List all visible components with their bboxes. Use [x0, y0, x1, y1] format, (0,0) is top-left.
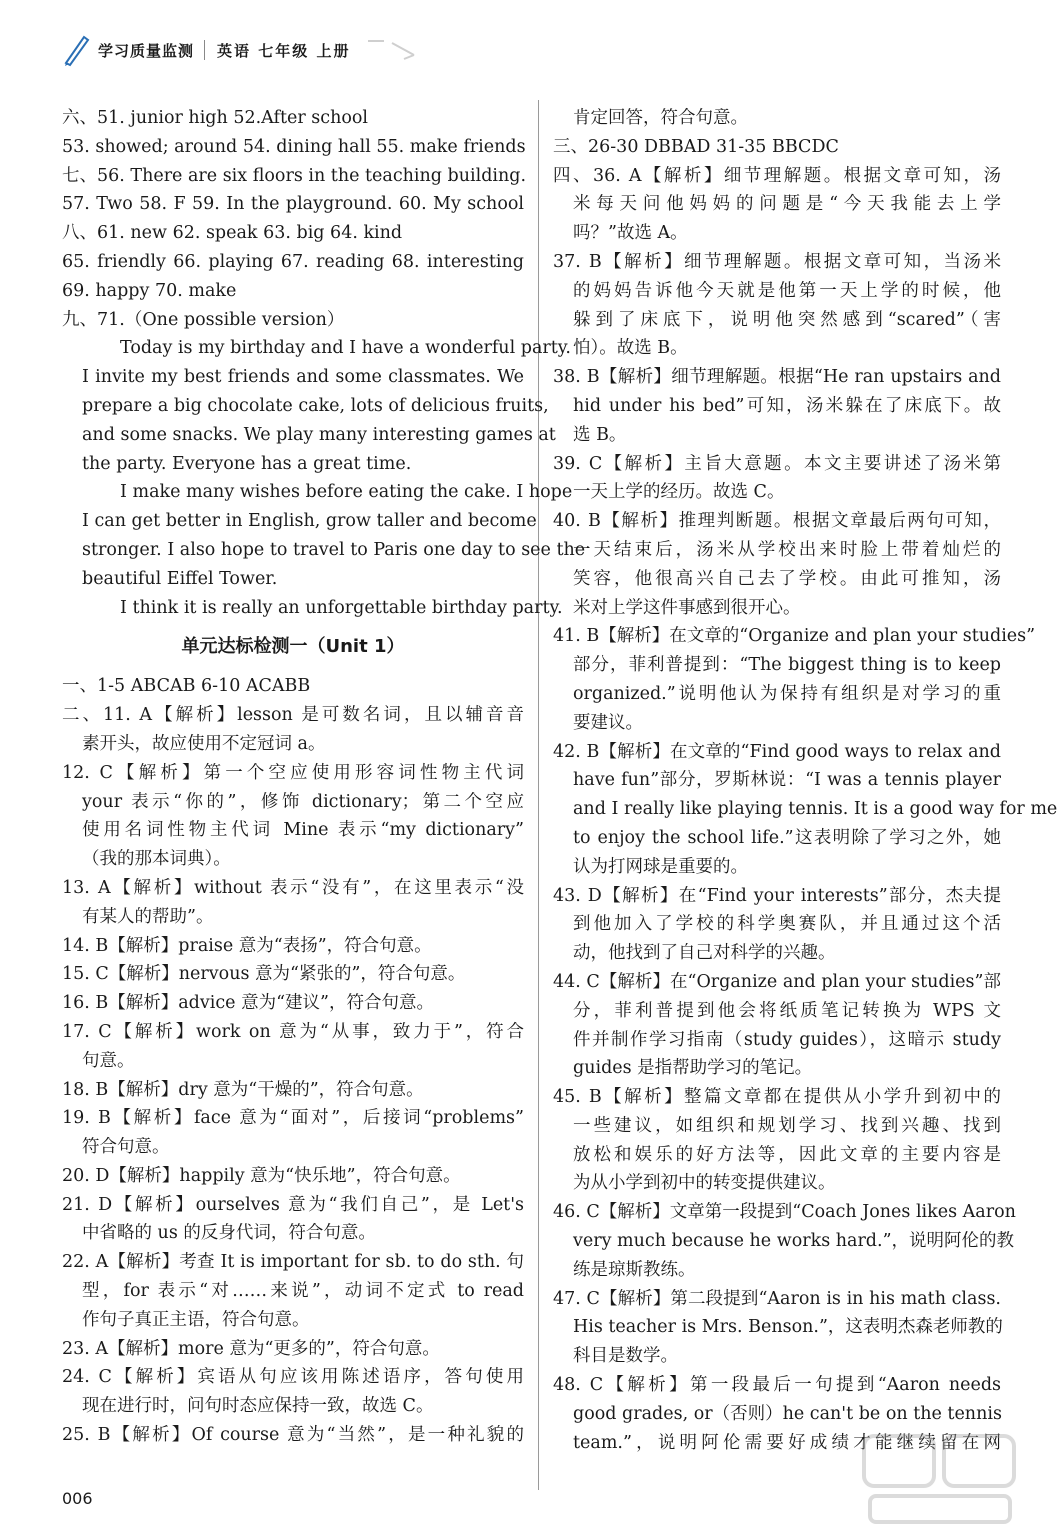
text-line: I invite my best friends and some classmates. We: [82, 367, 524, 388]
text-line: 一天上学的经历。故选 C。: [573, 482, 785, 503]
text-line: 躲到了床底下，说明他突然感到“scared”（害: [573, 309, 1001, 330]
text-line: 使用名词性物主代词 Mine 表示“my dictionary”: [82, 820, 524, 841]
text-line: 米每天问他妈妈的问题是“今天我能去上学: [573, 194, 1001, 215]
text-line: 现在进行时，问句时态应保持一致，故选 C。: [82, 1396, 434, 1417]
text-line: 13. A【解析】without 表示“没有”，在这里表示“没: [62, 877, 524, 898]
text-line: 放松和娱乐的好方法等，因此文章的主要内容是: [573, 1144, 1001, 1165]
text-line: 符合句意。: [82, 1137, 170, 1158]
text-line: 18. B【解析】dry 意为“干燥的”，符合句意。: [62, 1079, 424, 1100]
text-line: 65. friendly 66. playing 67. reading 68. interesting: [62, 251, 524, 272]
text-line: 40. B【解析】推理判断题。根据文章最后两句可知，: [553, 511, 1001, 532]
text-line: 的妈妈告诉他今天就是他第一天上学的时候，他: [573, 280, 1001, 301]
text-line: 部分，菲利普提到：“The biggest thing is to keep: [573, 655, 1001, 676]
text-line: I make many wishes before eating the cake. I hope: [120, 482, 573, 503]
text-line: I think it is really an unforgettable birthday party.: [120, 597, 563, 618]
text-line: 39. C【解析】主旨大意题。本文主要讲述了汤米第: [553, 453, 1001, 474]
text-line: 38. B【解析】细节理解题。根据“He ran upstairs and: [553, 367, 1001, 388]
text-line: 21. D【解析】ourselves 意为“我们自己”，是 Let's: [62, 1194, 524, 1215]
text-line: 为从小学到初中的转变提供建议。: [573, 1173, 836, 1194]
header-decoration: [364, 37, 424, 63]
text-line: and some snacks. We play many interesting games at: [82, 424, 556, 445]
text-line: 练是琼斯教练。: [573, 1259, 696, 1280]
text-line: guides 是指帮助学习的笔记。: [573, 1058, 813, 1079]
text-line: 19. B【解析】face 意为“面对”，后接词“problems”: [62, 1108, 524, 1129]
text-line: the party. Everyone has a great time.: [82, 453, 412, 474]
text-line: 57. Two 58. F 59. In the playground. 60. My school: [62, 194, 524, 215]
text-line: team.”，说明阿伦需要好成绩才能继续留在网: [573, 1432, 1001, 1453]
text-line: 43. D【解析】在“Find your interests”部分，杰夫提: [553, 885, 1001, 906]
text-line: I can get better in English, grow taller and become: [82, 511, 537, 532]
text-line: 要建议。: [573, 712, 643, 733]
right-column: [553, 104, 1057, 1457]
text-line: have fun”部分，罗斯林说：“I was a tennis player: [573, 770, 1001, 791]
text-line: 二、11. A【解析】lesson 是可数名词，且以辅音音: [62, 705, 524, 726]
text-line: prepare a big chocolate cake, lots of delicious fruits,: [82, 395, 549, 416]
text-line: 吗？”故选 A。: [573, 223, 688, 244]
text-line: very much because he works hard.”，说明阿伦的教: [573, 1231, 1015, 1252]
text-line: 中省略的 us 的反身代词，符合句意。: [82, 1223, 376, 1244]
text-line: 肯定回答，符合句意。: [573, 108, 748, 128]
text-line: hid under his bed”可知，汤米躲在了床底下。故: [573, 395, 1001, 416]
text-line: 选 B。: [573, 424, 627, 445]
text-line: 46. C【解析】文章第一段提到“Coach Jones likes Aaron: [553, 1202, 1016, 1223]
text-line: 42. B【解析】在文章的“Find good ways to relax and: [553, 741, 1001, 762]
text-line: 九、71.（One possible version）: [62, 309, 345, 330]
text-line: 三、26-30 DBBAD 31-35 BBCDC: [553, 136, 839, 157]
page-number: 006: [62, 1489, 93, 1508]
text-line: 15. C【解析】nervous 意为“紧张的”，符合句意。: [62, 964, 466, 985]
text-line: 认为打网球是重要的。: [573, 856, 748, 877]
text-line: 37. B【解析】细节理解题。根据文章可知，当汤米: [553, 251, 1001, 272]
header-brand: 学习质量监测: [98, 41, 195, 60]
text-line: good grades, or（否则）he can't be on the tennis: [573, 1403, 1002, 1424]
left-column: [62, 104, 586, 1450]
text-line: 件并制作学习指南（study guides），这暗示 study: [573, 1029, 1001, 1050]
text-line: 七、56. There are six floors in the teaching building.: [62, 165, 527, 186]
header-separator: [204, 40, 205, 60]
text-line: 22. A【解析】考查 It is important for sb. to do sth. 句: [62, 1252, 524, 1273]
text-line: 作句子真正主语，符合句意。: [82, 1309, 310, 1330]
text-line: organized.”说明他认为保持有组织是对学习的重: [573, 683, 1001, 704]
text-line: 47. C【解析】第二段提到“Aaron is in his math class.: [553, 1288, 1001, 1309]
text-line: 怕）。故选 B。: [573, 338, 688, 359]
text-line: 一些建议，如组织和规划学习、找到兴趣、找到: [573, 1115, 1001, 1136]
text-line: 科目是数学。: [573, 1346, 678, 1367]
text-line: 一天结束后，汤米从学校出来时脸上带着灿烂的: [573, 539, 1001, 560]
text-line: 16. B【解析】advice 意为“建议”，符合句意。: [62, 993, 434, 1014]
text-line: 型，for 表示“对……来说”，动词不定式 to read: [82, 1281, 524, 1302]
text-line: and I really like playing tennis. It is a good way for me: [573, 799, 1057, 820]
watermark-logo: [860, 1430, 1020, 1530]
text-line: Today is my birthday and I have a wonderful party.: [120, 338, 571, 359]
text-line: 动，他找到了自己对科学的兴趣。: [573, 943, 836, 964]
text-line: your 表示“你的”，修饰 dictionary；第二个空应: [82, 791, 524, 812]
header-subject: 英语 七年级 上册: [217, 41, 351, 60]
text-line: 23. A【解析】more 意为“更多的”，符合句意。: [62, 1338, 440, 1359]
text-line: 一、1-5 ABCAB 6-10 ACABB: [62, 676, 311, 697]
text-line: 44. C【解析】在“Organize and plan your studies”部: [553, 971, 1001, 992]
text-line: 48. C【解析】第一段最后一句提到“Aaron needs: [553, 1375, 1001, 1396]
text-line: 24. C【解析】宾语从句应该用陈述语序，答句使用: [62, 1367, 524, 1388]
text-line: 四、36. A【解析】细节理解题。根据文章可知，汤: [553, 165, 1001, 186]
text-line: 八、61. new 62. speak 63. big 64. kind: [62, 223, 403, 244]
text-line: 笑容，他很高兴自己去了学校。由此可推知，汤: [573, 568, 1001, 589]
text-line: 25. B【解析】Of course 意为“当然”，是一种礼貌的: [62, 1425, 524, 1446]
pen-icon: [62, 33, 92, 67]
text-line: stronger. I also hope to travel to Paris one day to see the: [82, 539, 586, 560]
text-line: His teacher is Mrs. Benson.”，这表明杰森老师教的: [573, 1317, 1003, 1338]
text-line: 米对上学这件事感到很开心。: [573, 597, 801, 618]
text-line: 41. B【解析】在文章的“Organize and plan your studies”: [553, 626, 1036, 647]
text-line: 45. B【解析】整篇文章都在提供从小学升到初中的: [553, 1087, 1001, 1108]
text-line: 到他加入了学校的科学奥赛队，并且通过这个活: [573, 914, 1001, 935]
text-line: （我的那本词典）。: [82, 849, 231, 870]
text-line: 69. happy 70. make: [62, 280, 237, 301]
text-line: 12. C【解析】第一个空应使用形容词性物主代词: [62, 762, 524, 783]
text-line: beautiful Eiffel Tower.: [82, 568, 278, 589]
text-line: 六、51. junior high 52.After school: [62, 108, 369, 128]
text-line: 分，菲利普提到他会将纸质笔记转换为 WPS 文: [573, 1000, 1001, 1021]
text-line: 20. D【解析】happily 意为“快乐地”，符合句意。: [62, 1165, 461, 1186]
text-line: 句意。: [82, 1050, 135, 1071]
text-line: 17. C【解析】work on 意为“从事，致力于”，符合: [62, 1021, 524, 1042]
page-header: [62, 30, 482, 70]
section-title: 单元达标检测一（Unit 1）: [181, 636, 405, 658]
text-line: 53. showed; around 54. dining hall 55. make friends: [62, 136, 526, 157]
text-line: 素开头，故应使用不定冠词 a。: [82, 733, 326, 754]
column-divider: [538, 100, 539, 1490]
text-line: 有某人的帮助”。: [82, 906, 214, 927]
text-line: 14. B【解析】praise 意为“表扬”，符合句意。: [62, 935, 432, 956]
text-line: to enjoy the school life.”这表明除了学习之外，她: [573, 827, 1001, 848]
